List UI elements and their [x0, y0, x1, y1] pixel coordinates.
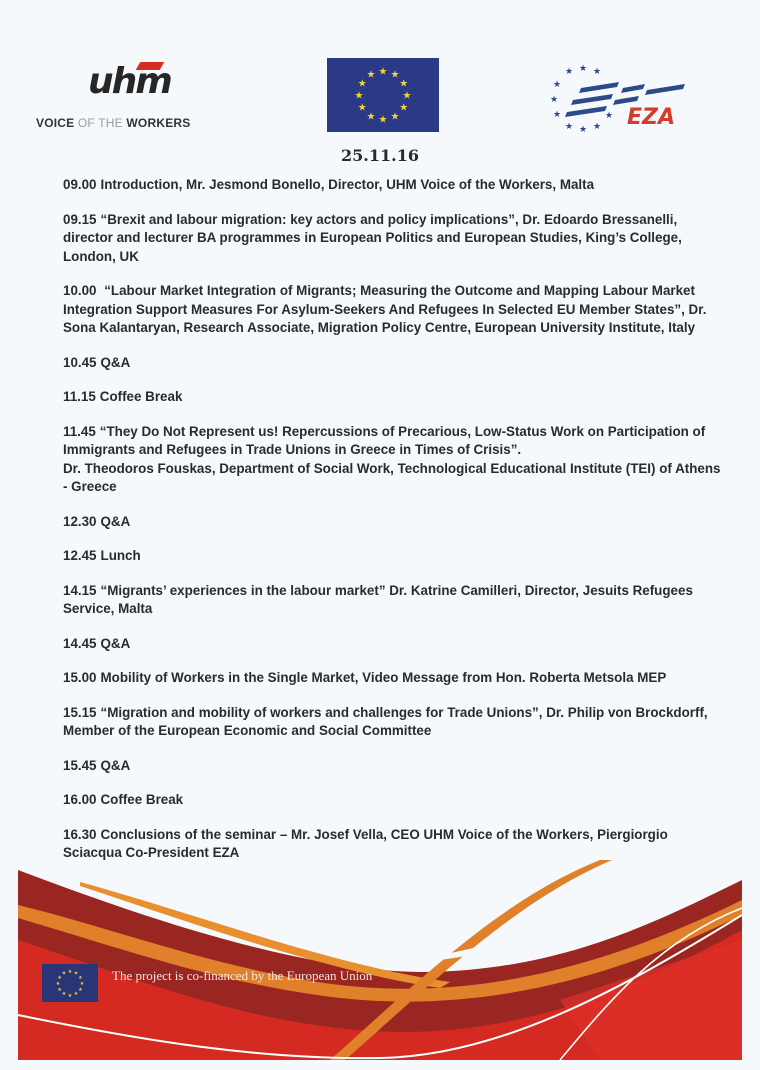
agenda-time: 14.45: [63, 635, 97, 651]
uhm-logo: [36, 60, 246, 140]
agenda-description: Mobility of Workers in the Single Market, Video Message from Hon. Roberta Metsola MEP: [100, 670, 667, 685]
agenda-time: 10.00: [63, 283, 97, 298]
agenda-time: 12.45: [63, 548, 97, 563]
agenda-speaker: Dr. Theodoros Fouskas, Department of Social Work, Technological Educational Institute (TEI) of Athens - Greece: [63, 460, 721, 494]
agenda-time: 09.15: [63, 211, 97, 227]
agenda-item: [63, 282, 723, 338]
agenda-list: [63, 176, 723, 879]
svg-text:★: ★: [366, 111, 376, 123]
agenda-description: “Labour Market Integration of Migrants; Measuring the Outcome and Mapping Labour Market Integration Support Measures For Asylum-Seekers And Refugees In Selected EU Member States”, Dr. Sona Kalantaryan, Research Associate, Migration Policy Centre, European University Institute, Italy: [63, 283, 707, 335]
uhm-tagline: [36, 116, 190, 130]
agenda-item: [63, 354, 723, 373]
agenda-time: 10.45: [63, 354, 97, 370]
svg-text:★: ★: [399, 102, 409, 114]
svg-text:★: ★: [67, 992, 73, 999]
agenda-description: “They Do Not Represent us! Repercussions of Precarious, Low-Status Work on Participation of Immigrants and Refugees in Trade Unions in Greece in Times of Crisis”.: [63, 423, 706, 457]
svg-text:★: ★: [378, 66, 388, 78]
svg-text:★: ★: [79, 980, 85, 987]
svg-text:★: ★: [57, 974, 62, 981]
svg-text:★: ★: [579, 125, 588, 135]
svg-text:★: ★: [366, 69, 376, 81]
agenda-description: Q&A: [100, 635, 131, 651]
svg-text:★: ★: [390, 111, 400, 123]
svg-text:★: ★: [78, 974, 83, 981]
agenda-time: 11.15: [63, 389, 96, 404]
agenda-time: 09.00: [63, 177, 97, 192]
agenda-item: [63, 513, 723, 532]
footer-banner: [0, 860, 760, 1070]
event-date: 25.11.16: [341, 146, 419, 165]
svg-text:★: ★: [553, 80, 562, 90]
agenda-time: 16.30: [63, 826, 97, 842]
svg-text:★: ★: [61, 970, 67, 977]
svg-text:★: ★: [605, 111, 614, 121]
agenda-item: [63, 635, 723, 654]
svg-text:★: ★: [73, 991, 79, 998]
svg-text:★: ★: [61, 991, 67, 998]
svg-text:★: ★: [565, 122, 574, 132]
agenda-time: 15.45: [63, 757, 97, 773]
eu-flag-icon: [327, 58, 439, 132]
agenda-time: 11.45: [63, 423, 96, 439]
svg-text:★: ★: [553, 110, 562, 120]
eu-flag-icon: [42, 964, 98, 1002]
eza-logo: [545, 60, 695, 135]
agenda-item: [63, 669, 723, 688]
agenda-item: [63, 826, 723, 863]
agenda-description: Lunch: [100, 548, 141, 563]
agenda-description: “Migrants’ experiences in the labour market” Dr. Katrine Camilleri, Director, Jesuits Refugees Service, Malta: [63, 582, 693, 616]
svg-text:★: ★: [593, 122, 602, 132]
svg-text:★: ★: [354, 90, 364, 102]
agenda-item: [63, 423, 723, 497]
tagline-workers: WORKERS: [126, 116, 191, 130]
svg-text:★: ★: [357, 102, 367, 114]
svg-text:★: ★: [399, 78, 409, 90]
svg-text:★: ★: [67, 968, 73, 975]
svg-text:★: ★: [593, 67, 602, 77]
agenda-description: Coffee Break: [100, 792, 184, 807]
cofinanced-note: The project is co-financed by the European Union: [112, 968, 373, 983]
agenda-description: Q&A: [100, 354, 131, 370]
agenda-item: [63, 211, 723, 267]
tagline-of-the: OF THE: [74, 116, 127, 130]
agenda-description: Q&A: [100, 513, 131, 529]
agenda-description: Introduction, Mr. Jesmond Bonello, Director, UHM Voice of the Workers, Malta: [100, 177, 595, 192]
svg-text:★: ★: [402, 90, 412, 102]
agenda-description: Coffee Break: [99, 389, 183, 404]
svg-text:★: ★: [550, 95, 559, 105]
agenda-item: [63, 704, 723, 741]
agenda-description: “Brexit and labour migration: key actors and policy implications”, Dr. Edoardo Bressanelli, director and lecturer BA programmes in European Politics and European Studies, King’s College, London, UK: [63, 211, 682, 264]
svg-text:EZA: EZA: [627, 105, 676, 130]
svg-text:★: ★: [57, 986, 62, 993]
agenda-item: [63, 791, 723, 810]
uhm-wordmark: uhm: [88, 61, 171, 102]
eza-logo-icon: [545, 60, 695, 135]
agenda-time: 14.15: [63, 582, 97, 598]
svg-text:★: ★: [357, 78, 367, 90]
svg-text:★: ★: [73, 970, 79, 977]
decorative-waves-graphic: [0, 860, 760, 1070]
tagline-voice: VOICE: [36, 116, 75, 130]
agenda-item: [63, 582, 723, 619]
agenda-description: Q&A: [100, 757, 131, 773]
agenda-item: [63, 547, 723, 566]
agenda-item: [63, 176, 723, 195]
agenda-time: 12.30: [63, 513, 97, 529]
agenda-item: [63, 388, 723, 407]
agenda-time: 15.15: [63, 704, 97, 720]
svg-text:★: ★: [78, 986, 83, 993]
agenda-description: “Migration and mobility of workers and challenges for Trade Unions”, Dr. Philip von Brockdorff, Member of the European Economic and Social Committee: [63, 704, 708, 738]
agenda-description: Conclusions of the seminar – Mr. Josef Vella, CEO UHM Voice of the Workers, Piergiorgio Sciacqua Co-President EZA: [63, 826, 668, 860]
svg-text:★: ★: [565, 67, 574, 77]
svg-text:★: ★: [579, 64, 588, 74]
agenda-time: 15.00: [63, 670, 97, 685]
svg-text:★: ★: [390, 69, 400, 81]
svg-text:★: ★: [55, 980, 61, 987]
header: [0, 0, 760, 170]
agenda-time: 16.00: [63, 792, 97, 807]
agenda-item: [63, 757, 723, 776]
svg-text:★: ★: [378, 114, 388, 126]
